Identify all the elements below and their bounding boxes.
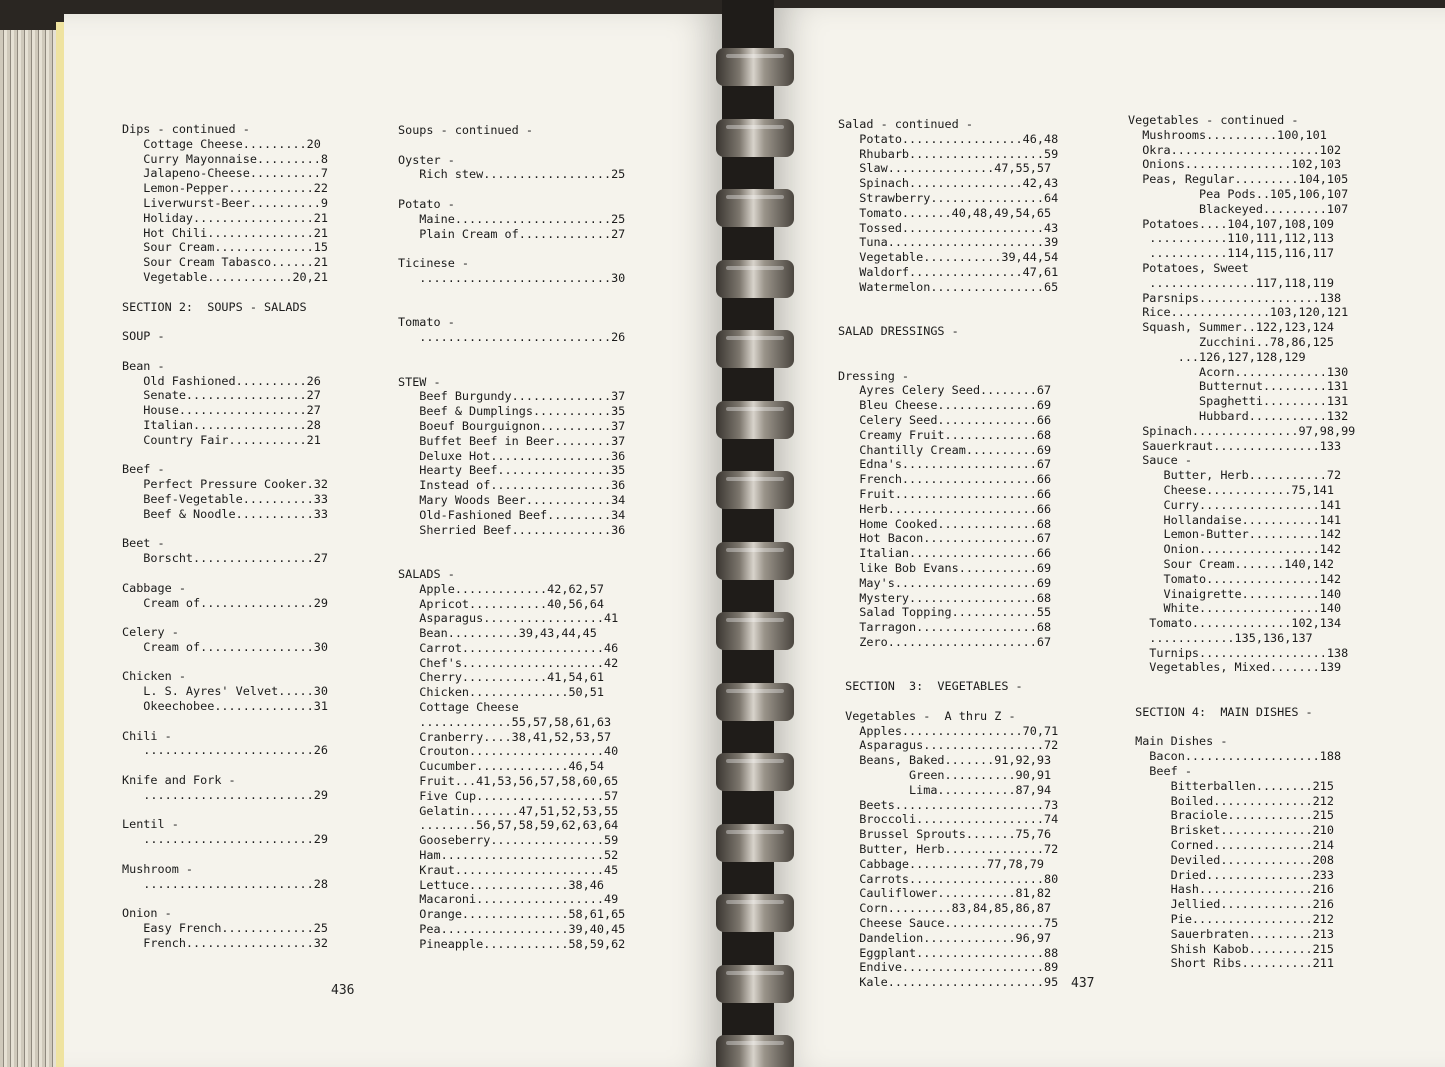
index-line: White.................140 <box>1128 601 1342 616</box>
index-line: Beet - <box>122 536 165 551</box>
index-line: Hubbard...........132 <box>1128 408 1349 423</box>
index-line: Chili - <box>122 728 172 743</box>
index-line <box>838 309 1058 324</box>
index-line: Old-Fashioned Beef.........34 <box>398 507 626 522</box>
index-line <box>838 295 1058 310</box>
index-line: Herb.....................66 <box>838 501 1052 516</box>
index-line: Pineapple............58,59,62 <box>398 936 626 951</box>
index-line: Instead of.................36 <box>398 478 626 493</box>
index-line: Shish Kabob.........215 <box>1128 941 1334 956</box>
index-line: Deluxe Hot.................36 <box>398 448 626 463</box>
binding-ring <box>716 471 794 509</box>
index-line: Old Fashioned..........26 <box>122 373 321 388</box>
page-number-right: 437 <box>1071 976 1095 991</box>
index-line <box>122 610 328 625</box>
index-line: Onion.................142 <box>1128 542 1342 557</box>
index-line: Brussel Sprouts.......75,76 <box>838 827 1052 842</box>
index-line: Zucchini..78,86,125 <box>1128 334 1334 349</box>
index-line: Potato - <box>398 196 455 211</box>
index-line: Hash................216 <box>1128 882 1334 897</box>
binding-ring <box>716 48 794 86</box>
index-line: Hot Chili...............21 <box>122 225 328 240</box>
index-line: Brisket.............210 <box>1128 823 1334 838</box>
index-line: Edna's...................67 <box>838 457 1052 472</box>
index-line: Asparagus.................41 <box>398 611 619 626</box>
index-line: Mystery..................68 <box>838 590 1052 605</box>
index-line: Boeuf Bourguignon..........37 <box>398 418 626 433</box>
index-column-right-2 <box>1128 113 1355 971</box>
binding-ring <box>716 824 794 862</box>
index-line: Senate.................27 <box>122 388 321 403</box>
index-line: May's....................69 <box>838 575 1052 590</box>
index-line <box>398 286 625 301</box>
index-line: Endive....................89 <box>838 960 1059 975</box>
index-line <box>398 241 625 256</box>
index-line: Hollandaise...........141 <box>1128 512 1342 527</box>
index-line: Bean..........39,43,44,45 <box>398 626 597 641</box>
index-line: Spinach................42,43 <box>838 176 1059 191</box>
index-line <box>122 448 328 463</box>
index-line: Sherried Beef..............36 <box>398 522 626 537</box>
index-line <box>838 650 1058 665</box>
index-line: Rice..............103,120,121 <box>1128 305 1349 320</box>
index-line: Lettuce..............38,46 <box>398 877 604 892</box>
index-line: Apricot...........40,56,64 <box>398 596 604 611</box>
index-line <box>838 354 1058 369</box>
index-line: Macaroni..................49 <box>398 892 619 907</box>
index-line: Sour Cream..............15 <box>122 240 328 255</box>
index-line: SECTION 3: VEGETABLES - <box>838 679 1023 694</box>
index-line: Beef Burgundy..............37 <box>398 389 626 404</box>
index-line: Salad - continued - <box>838 117 973 131</box>
index-line: ........................29 <box>122 787 328 802</box>
index-line <box>122 655 328 670</box>
index-column-right-1 <box>838 117 1058 990</box>
index-line: Parsnips.................138 <box>1128 290 1342 305</box>
index-line: Hearty Beef................35 <box>398 463 626 478</box>
index-line: Deviled.............208 <box>1128 852 1334 867</box>
index-line: Cheese............75,141 <box>1128 482 1334 497</box>
binding-ring <box>716 753 794 791</box>
index-line: Green..........90,91 <box>838 768 1052 783</box>
index-line: Fruit....................66 <box>838 486 1052 501</box>
index-line: Celery - <box>122 625 179 640</box>
index-line: Tuna......................39 <box>838 235 1059 250</box>
index-line: Bacon...................188 <box>1128 749 1342 764</box>
index-line: Beef - <box>122 462 165 477</box>
index-line: Carrots...................80 <box>838 871 1059 886</box>
index-line: Chantilly Cream..........69 <box>838 442 1052 457</box>
index-line <box>398 138 625 153</box>
index-line: ............135,136,137 <box>1128 630 1313 645</box>
index-line: Sauce - <box>1128 453 1192 468</box>
index-line: Crouton...................40 <box>398 744 619 759</box>
index-line: Holiday.................21 <box>122 210 328 225</box>
index-line: ...........110,111,112,113 <box>1128 231 1334 246</box>
index-line: Rich stew..................25 <box>398 167 626 182</box>
index-line <box>838 664 1058 679</box>
index-line: Cottage Cheese <box>398 700 519 715</box>
index-line: Beef-Vegetable..........33 <box>122 491 328 506</box>
index-line: Kale......................95 <box>838 975 1059 990</box>
index-line: Dressing - <box>838 368 910 383</box>
index-line: like Bob Evans...........69 <box>838 560 1052 575</box>
index-line: Ham.......................52 <box>398 848 619 863</box>
index-line: Chicken..............50,51 <box>398 685 604 700</box>
index-line: Beef & Dumplings...........35 <box>398 404 626 419</box>
index-line <box>398 552 625 567</box>
index-line: Spaghetti.........131 <box>1128 394 1349 409</box>
index-line: Tomato................142 <box>1128 571 1342 586</box>
index-line: Slaw...............47,55,57 <box>838 161 1052 176</box>
index-line: Mushrooms..........100,101 <box>1128 127 1327 142</box>
index-line: Bean - <box>122 358 165 373</box>
index-line: Vegetables - continued - <box>1128 113 1299 127</box>
index-line: Potato.................46,48 <box>838 131 1059 146</box>
index-line: Borscht.................27 <box>122 551 328 566</box>
index-line <box>1128 720 1355 735</box>
index-line: Easy French.............25 <box>122 921 328 936</box>
index-line: Soups - continued - <box>398 123 533 137</box>
index-line: Butter, Herb..............72 <box>838 842 1059 857</box>
index-line: Curry.................141 <box>1128 497 1342 512</box>
index-line: Dandelion.............96,97 <box>838 930 1052 945</box>
index-line: Home Cooked..............68 <box>838 516 1052 531</box>
index-line: Short Ribs..........211 <box>1128 956 1334 971</box>
index-column-left-1 <box>122 122 328 951</box>
index-line: SECTION 4: MAIN DISHES - <box>1128 704 1313 719</box>
index-line: Beef - <box>1128 764 1192 779</box>
index-line: Orange...............58,61,65 <box>398 907 626 922</box>
index-line: Squash, Summer..122,123,124 <box>1128 320 1334 335</box>
index-line: Potatoes....104,107,108,109 <box>1128 216 1334 231</box>
index-line: Plain Cream of.............27 <box>398 226 626 241</box>
index-line: House..................27 <box>122 403 321 418</box>
index-line: Spinach...............97,98,99 <box>1128 423 1356 438</box>
index-line: Sauerkraut...............133 <box>1128 438 1342 453</box>
index-line: Turnips..................138 <box>1128 645 1349 660</box>
index-line <box>122 758 328 773</box>
binding-ring <box>716 189 794 227</box>
index-line: .............55,57,58,61,63 <box>398 714 612 729</box>
index-line <box>398 345 625 360</box>
index-line: Corn.........83,84,85,86,87 <box>838 901 1052 916</box>
index-line: ...............117,118,119 <box>1128 275 1334 290</box>
index-line: Zero.....................67 <box>838 634 1052 649</box>
index-line: Lemon-Butter..........142 <box>1128 527 1342 542</box>
index-line: French...................66 <box>838 472 1052 487</box>
index-line: Cauliflower...........81,82 <box>838 886 1052 901</box>
index-line: Buffet Beef in Beer........37 <box>398 433 626 448</box>
index-line: SOUP - <box>122 329 165 344</box>
index-line: Vegetables - A thru Z - <box>838 708 1016 723</box>
index-line: L. S. Ayres' Velvet.....30 <box>122 684 328 699</box>
index-line: Italian................28 <box>122 417 321 432</box>
binding-ring <box>716 260 794 298</box>
index-line: Watermelon................65 <box>838 279 1059 294</box>
index-line <box>838 694 1058 709</box>
index-line <box>398 537 625 552</box>
index-line: Braciole............215 <box>1128 808 1334 823</box>
index-line: SALADS - <box>398 566 455 581</box>
index-line: Carrot....................46 <box>398 640 619 655</box>
index-line: Kraut.....................45 <box>398 862 619 877</box>
index-line: Gelatin.......47,51,52,53,55 <box>398 803 619 818</box>
index-line: Butternut.........131 <box>1128 379 1349 394</box>
index-line <box>122 847 328 862</box>
index-line: Vinaigrette...........140 <box>1128 586 1342 601</box>
index-column-left-2 <box>398 123 625 952</box>
index-line: Okeechobee..............31 <box>122 699 328 714</box>
index-line: Maine......................25 <box>398 211 626 226</box>
page-number-left: 436 <box>331 983 355 998</box>
index-line: Dips - continued - <box>122 122 250 136</box>
index-line: Vegetable...........39,44,54 <box>838 250 1059 265</box>
binding-ring <box>716 401 794 439</box>
index-line: ........56,57,58,59,62,63,64 <box>398 818 619 833</box>
index-line: Jellied.............216 <box>1128 897 1334 912</box>
index-line: Beans, Baked.......91,92,93 <box>838 753 1052 768</box>
index-line: Corned..............214 <box>1128 838 1334 853</box>
index-line: Beef & Noodle...........33 <box>122 506 328 521</box>
index-line: ........................29 <box>122 832 328 847</box>
index-line: Cream of................29 <box>122 595 328 610</box>
index-line: Acorn.............130 <box>1128 364 1349 379</box>
index-line: SECTION 2: SOUPS - SALADS <box>122 299 307 314</box>
index-line: Italian..................66 <box>838 546 1052 561</box>
index-line: Pea Pods..105,106,107 <box>1128 186 1349 201</box>
index-line: Celery Seed..............66 <box>838 412 1052 427</box>
index-line: French..................32 <box>122 935 328 950</box>
index-line: Lentil - <box>122 817 179 832</box>
index-line: Salad Topping............55 <box>838 605 1052 620</box>
index-line: Tarragon.................68 <box>838 620 1052 635</box>
index-line: Apple.............42,62,57 <box>398 581 604 596</box>
index-line: Five Cup..................57 <box>398 788 619 803</box>
index-line: STEW - <box>398 374 441 389</box>
index-line: Strawberry................64 <box>838 190 1059 205</box>
index-line: Ayres Celery Seed........67 <box>838 383 1052 398</box>
index-line: Dried...............233 <box>1128 867 1334 882</box>
index-line: Broccoli..................74 <box>838 812 1059 827</box>
index-line: Cucumber.............46,54 <box>398 759 604 774</box>
index-line: Potatoes, Sweet <box>1128 260 1249 275</box>
index-line: Jalapeno-Cheese..........7 <box>122 166 328 181</box>
index-line: Curry Mayonnaise.........8 <box>122 151 328 166</box>
index-line: Cherry............41,54,61 <box>398 670 604 685</box>
index-line: Pie.................212 <box>1128 912 1334 927</box>
index-line: Onions...............102,103 <box>1128 157 1342 172</box>
index-line <box>838 339 1058 354</box>
index-line: Perfect Pressure Cooker.32 <box>122 477 328 492</box>
binding-ring <box>716 894 794 932</box>
binding-ring <box>716 330 794 368</box>
index-line: Tomato.......40,48,49,54,65 <box>838 205 1052 220</box>
index-line: Butter, Herb...........72 <box>1128 468 1342 483</box>
index-line <box>122 314 328 329</box>
index-line: Chef's....................42 <box>398 655 619 670</box>
index-line <box>398 182 625 197</box>
index-line <box>122 566 328 581</box>
binding-ring <box>716 683 794 721</box>
index-line: Vegetables, Mixed.......139 <box>1128 660 1342 675</box>
index-line: Okra.....................102 <box>1128 142 1342 157</box>
index-line: Cabbage - <box>122 580 186 595</box>
index-line: Tomato - <box>398 315 455 330</box>
index-line: Gooseberry................59 <box>398 833 619 848</box>
index-line: ...126,127,128,129 <box>1128 349 1306 364</box>
index-line: Bleu Cheese..............69 <box>838 398 1052 413</box>
index-line: Asparagus.................72 <box>838 738 1059 753</box>
index-line: Cream of................30 <box>122 639 328 654</box>
index-line: Eggplant..................88 <box>838 945 1059 960</box>
index-line: Country Fair...........21 <box>122 432 321 447</box>
index-line: ...........................30 <box>398 270 626 285</box>
index-line: SALAD DRESSINGS - <box>838 324 959 339</box>
index-line: Sour Cream.......140,142 <box>1128 556 1334 571</box>
index-line <box>122 285 328 300</box>
index-line: Creamy Fruit.............68 <box>838 427 1052 442</box>
index-line: ...........114,115,116,117 <box>1128 246 1334 261</box>
index-line: Lima...........87,94 <box>838 782 1052 797</box>
index-line: Bitterballen........215 <box>1128 778 1334 793</box>
index-line <box>1128 690 1355 705</box>
index-line: Hot Bacon................67 <box>838 531 1052 546</box>
index-line: Oyster - <box>398 152 455 167</box>
index-line: Cottage Cheese.........20 <box>122 136 321 151</box>
index-line: Sour Cream Tabasco......21 <box>122 255 328 270</box>
index-line: Cheese Sauce..............75 <box>838 916 1059 931</box>
index-line: Cranberry....38,41,52,53,57 <box>398 729 612 744</box>
index-line <box>122 714 328 729</box>
index-line <box>122 891 328 906</box>
binding-ring <box>716 965 794 1003</box>
index-line <box>1128 675 1355 690</box>
index-line: Onion - <box>122 906 172 921</box>
index-line <box>122 522 328 537</box>
index-line: Knife and Fork - <box>122 773 236 788</box>
index-line: Fruit...41,53,56,57,58,60,65 <box>398 774 619 789</box>
index-line: Beets.....................73 <box>838 797 1059 812</box>
index-line: ...........................26 <box>398 330 626 345</box>
index-line: Blackeyed.........107 <box>1128 201 1349 216</box>
index-line: Pea..................39,40,45 <box>398 922 626 937</box>
index-line: ........................26 <box>122 743 328 758</box>
index-line: Peas, Regular.........104,105 <box>1128 172 1349 187</box>
index-line <box>398 301 625 316</box>
index-line: Main Dishes - <box>1128 734 1228 749</box>
binding-ring <box>716 612 794 650</box>
index-line: Ticinese - <box>398 256 470 271</box>
index-line <box>122 803 328 818</box>
index-line: Vegetable............20,21 <box>122 269 328 284</box>
index-line: Mushroom - <box>122 861 194 876</box>
binding-ring <box>716 542 794 580</box>
index-line: Lemon-Pepper............22 <box>122 181 328 196</box>
index-line: ........................28 <box>122 876 328 891</box>
index-line: Mary Woods Beer............34 <box>398 492 626 507</box>
binding-ring <box>716 1035 794 1067</box>
index-line: Liverwurst-Beer..........9 <box>122 195 328 210</box>
index-line: Boiled..............212 <box>1128 793 1334 808</box>
index-line <box>398 360 625 375</box>
index-line: Tossed....................43 <box>838 220 1059 235</box>
index-line: Chicken - <box>122 669 186 684</box>
index-line: Rhubarb...................59 <box>838 146 1059 161</box>
index-line <box>122 344 328 359</box>
index-line: Waldorf................47,61 <box>838 264 1059 279</box>
index-line: Tomato..............102,134 <box>1128 616 1342 631</box>
index-line: Sauerbraten.........213 <box>1128 926 1334 941</box>
binding-ring <box>716 119 794 157</box>
index-line: Apples.................70,71 <box>838 723 1059 738</box>
index-line: Cabbage...........77,78,79 <box>838 856 1044 871</box>
